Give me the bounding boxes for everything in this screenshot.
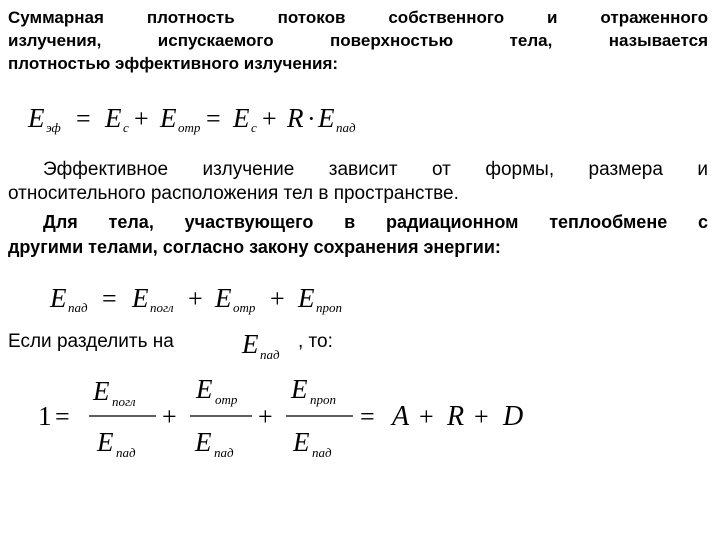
eq1-equals: = xyxy=(76,104,91,133)
eq1-dot: · xyxy=(307,104,316,133)
eq3-f3-den-sub: пад xyxy=(312,445,332,460)
eq2-E3: E xyxy=(215,283,232,313)
eq1-E3: E xyxy=(160,103,177,133)
divisor-formula xyxy=(242,327,302,367)
divide-tail: , то: xyxy=(298,331,333,352)
eq1-plus2: + xyxy=(262,104,277,133)
energy-conservation-paragraph xyxy=(8,210,708,260)
eq3-one: 1 xyxy=(38,401,52,431)
eq1-R: R xyxy=(287,103,304,133)
eq2-E4: E xyxy=(298,283,315,313)
eq3-f3-den-E: E xyxy=(293,427,310,457)
eq1-equals2: = xyxy=(206,104,221,133)
eq1-sub1: эф xyxy=(46,120,61,135)
eq3-f1-den-E: E xyxy=(97,427,114,457)
eq1-E4: E xyxy=(233,103,250,133)
divisor-sub: пад xyxy=(260,347,280,362)
eq2-plus2: + xyxy=(270,284,285,313)
eq1-sub2: с xyxy=(123,120,129,135)
eq2-E2: E xyxy=(132,283,149,313)
eq3-equals2: = xyxy=(360,402,375,431)
eq1-plus1: + xyxy=(134,104,149,133)
eq1-sub3: отр xyxy=(178,120,201,135)
eq3-f2-num-sub: отр xyxy=(215,392,238,407)
eq3-f2-num-E: E xyxy=(196,374,213,404)
eq2-sub1: пад xyxy=(68,300,88,315)
eq3-f2-den-E: E xyxy=(195,427,212,457)
normalized-balance-formula xyxy=(38,370,558,470)
eq3-R: R xyxy=(447,401,465,432)
eq1-sub5: пад xyxy=(336,120,356,135)
eq3-D: D xyxy=(503,401,524,432)
eq3-plus4: + xyxy=(474,402,489,431)
p2-line-1: Эффективное излучение зависит от формы, размера и xyxy=(43,159,708,180)
eq3-f3-num-sub: проп xyxy=(310,392,336,407)
eq1-sub4: с xyxy=(251,120,257,135)
eq2-equals: = xyxy=(102,284,117,313)
eq3-f2-den-sub: пад xyxy=(214,445,234,460)
eq3-f1-den-sub: пад xyxy=(116,445,136,460)
effective-radiation-paragraph xyxy=(8,158,708,206)
eq3-A: A xyxy=(392,401,410,432)
eq2-sub4: проп xyxy=(316,300,342,315)
divisor-E: E xyxy=(242,329,259,359)
eq2-sub2: погл xyxy=(150,300,174,315)
effective-radiation-formula xyxy=(28,100,428,140)
energy-balance-formula xyxy=(50,282,390,322)
divide-text: Если разделить на xyxy=(8,331,174,352)
p3-line-1: Для тела, участвующего в радиационном теплообмене с xyxy=(43,212,708,232)
eq2-plus1: + xyxy=(188,284,203,313)
eq1-E2: E xyxy=(105,103,122,133)
intro-paragraph xyxy=(8,6,708,75)
eq1-E5: E xyxy=(318,103,335,133)
eq2-E1: E xyxy=(50,283,67,313)
p3-line-2: другими телами, согласно закону сохранения энергии: xyxy=(8,237,501,257)
eq3-equals: = xyxy=(55,402,70,431)
eq3-f1-num-E: E xyxy=(93,376,110,406)
eq3-plus2: + xyxy=(258,402,273,431)
p2-line-2: относительного расположения тел в пространстве. xyxy=(8,183,459,204)
eq3-f3-num-E: E xyxy=(291,374,308,404)
eq3-plus3: + xyxy=(419,402,434,431)
intro-line-1: Суммарная плотность потоков собственного и отраженного xyxy=(8,8,708,27)
eq1-E1: E xyxy=(28,103,45,133)
eq2-sub3: отр xyxy=(233,300,256,315)
eq3-f1-num-sub: погл xyxy=(112,394,136,409)
eq3-plus1: + xyxy=(162,402,177,431)
intro-line-3: плотностью эффективного излучения: xyxy=(8,54,339,73)
intro-line-2: излучения, испускаемого поверхностью тела, называется xyxy=(8,31,708,50)
